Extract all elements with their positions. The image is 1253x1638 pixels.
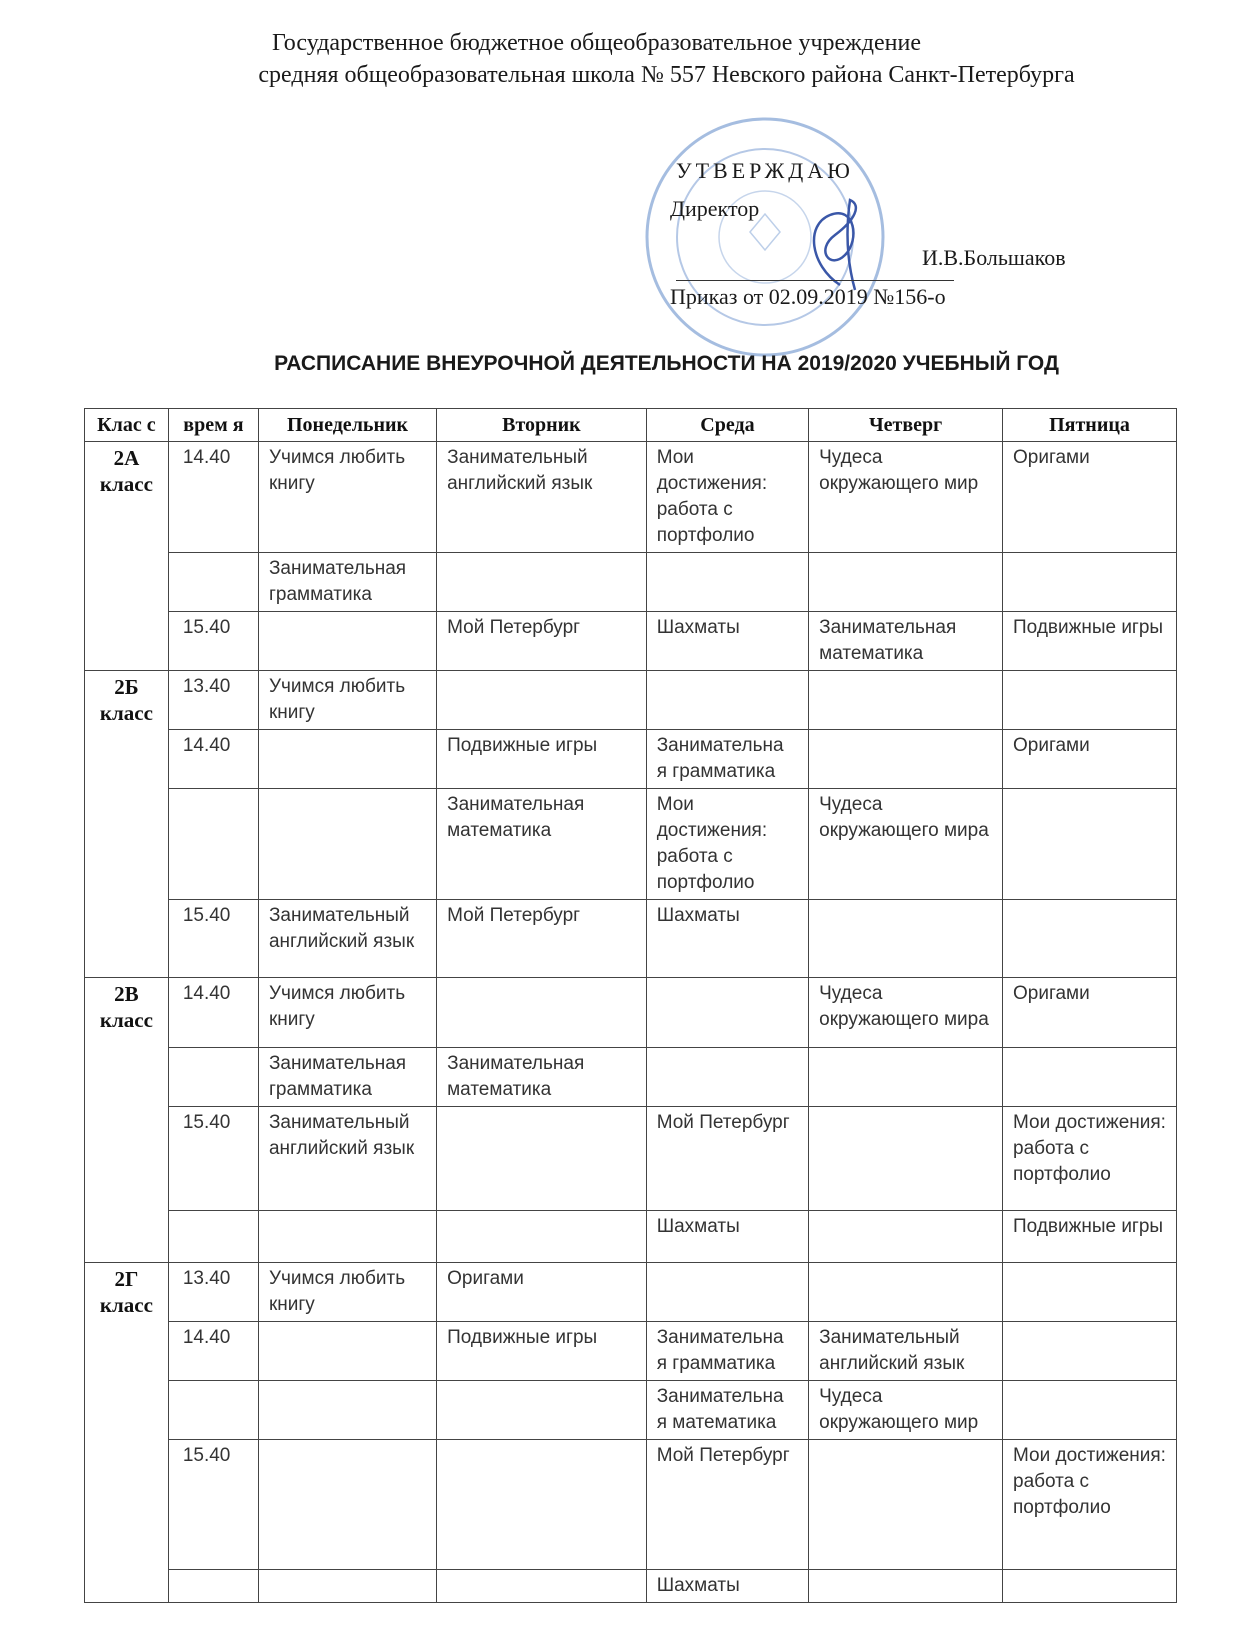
cell-wednesday: Мои достижения: работа с портфолио — [646, 442, 808, 553]
time-cell: 14.40 — [168, 1322, 258, 1381]
time-cell: 14.40 — [168, 978, 258, 1048]
cell-tuesday — [437, 1381, 647, 1440]
time-cell — [168, 553, 258, 612]
table-row — [85, 1440, 1177, 1570]
cell-wednesday: Мой Петербург — [646, 1107, 808, 1211]
cell-thursday — [809, 1048, 1003, 1107]
cell-thursday — [809, 671, 1003, 730]
cell-monday — [258, 612, 436, 671]
table-row — [85, 1322, 1177, 1381]
cell-monday — [258, 1381, 436, 1440]
cell-friday — [1003, 1381, 1177, 1440]
time-cell: 14.40 — [168, 730, 258, 789]
table-row — [85, 789, 1177, 900]
header-friday: Пятница — [1003, 409, 1177, 442]
header-tuesday: Вторник — [437, 409, 647, 442]
director-name: И.В.Большаков — [922, 245, 1066, 270]
cell-thursday: Чудеса окружающего мир — [809, 1381, 1003, 1440]
class-cell: 2Г класс — [85, 1263, 169, 1603]
cell-friday — [1003, 1263, 1177, 1322]
table-row — [85, 553, 1177, 612]
cell-friday: Мои достижения: работа с портфолио — [1003, 1107, 1177, 1211]
cell-tuesday — [437, 1440, 647, 1570]
cell-monday — [258, 789, 436, 900]
cell-thursday: Занимательная математика — [809, 612, 1003, 671]
time-cell — [168, 1381, 258, 1440]
cell-monday — [258, 1570, 436, 1603]
time-cell — [168, 789, 258, 900]
cell-thursday — [809, 1440, 1003, 1570]
cell-thursday: Чудеса окружающего мира — [809, 978, 1003, 1048]
cell-monday — [258, 730, 436, 789]
table-row — [85, 1570, 1177, 1603]
time-cell — [168, 1048, 258, 1107]
cell-thursday — [809, 553, 1003, 612]
table-row — [85, 1048, 1177, 1107]
cell-tuesday: Подвижные игры — [437, 730, 647, 789]
cell-thursday: Чудеса окружающего мир — [809, 442, 1003, 553]
cell-wednesday: Шахматы — [646, 1570, 808, 1603]
table-row — [85, 900, 1177, 978]
order-number: Приказ от 02.09.2019 №156-о — [670, 284, 946, 309]
header-wednesday: Среда — [646, 409, 808, 442]
header-time: врем я — [168, 409, 258, 442]
cell-tuesday — [437, 1211, 647, 1263]
table-row — [85, 730, 1177, 789]
table-row — [85, 612, 1177, 671]
cell-monday: Учимся любить книгу — [258, 1263, 436, 1322]
org-name-line1: Государственное бюджетное общеобразовательное учреждение — [272, 30, 921, 56]
cell-friday: Подвижные игры — [1003, 1211, 1177, 1263]
approve-label: УТВЕРЖДАЮ — [676, 158, 854, 183]
cell-thursday — [809, 1211, 1003, 1263]
director-title: Директор — [670, 196, 760, 221]
cell-wednesday: Мой Петербург — [646, 1440, 808, 1570]
cell-thursday — [809, 730, 1003, 789]
cell-monday — [258, 1211, 436, 1263]
cell-wednesday: Мои достижения: работа с портфолио — [646, 789, 808, 900]
cell-wednesday — [646, 671, 808, 730]
schedule-title: РАСПИСАНИЕ ВНЕУРОЧНОЙ ДЕЯТЕЛЬНОСТИ НА 2019/2020 УЧЕБНЫЙ ГОД — [274, 352, 1059, 375]
cell-tuesday: Занимательный английский язык — [437, 442, 647, 553]
cell-tuesday — [437, 1570, 647, 1603]
table-row — [85, 1263, 1177, 1322]
cell-friday — [1003, 1570, 1177, 1603]
class-cell: 2В класс — [85, 978, 169, 1263]
cell-thursday: Занимательный английский язык — [809, 1322, 1003, 1381]
cell-monday: Занимательный английский язык — [258, 1107, 436, 1211]
table-row — [85, 1107, 1177, 1211]
cell-friday — [1003, 900, 1177, 978]
cell-monday — [258, 1322, 436, 1381]
cell-tuesday: Оригами — [437, 1263, 647, 1322]
cell-monday: Занимательная грамматика — [258, 553, 436, 612]
cell-tuesday: Занимательная математика — [437, 789, 647, 900]
cell-thursday — [809, 1263, 1003, 1322]
time-cell: 13.40 — [168, 1263, 258, 1322]
table-row — [85, 671, 1177, 730]
cell-friday — [1003, 553, 1177, 612]
cell-tuesday: Мой Петербург — [437, 612, 647, 671]
cell-wednesday: Шахматы — [646, 612, 808, 671]
cell-wednesday — [646, 1048, 808, 1107]
cell-friday: Мои достижения: работа с портфолио — [1003, 1440, 1177, 1570]
cell-thursday — [809, 1107, 1003, 1211]
cell-wednesday: Шахматы — [646, 1211, 808, 1263]
time-cell — [168, 1570, 258, 1603]
time-cell: 15.40 — [168, 1107, 258, 1211]
cell-friday — [1003, 789, 1177, 900]
cell-wednesday — [646, 1263, 808, 1322]
cell-monday — [258, 1440, 436, 1570]
cell-wednesday: Занимательна я математика — [646, 1381, 808, 1440]
table-row — [85, 978, 1177, 1048]
header-class: Клас с — [85, 409, 169, 442]
cell-tuesday: Занимательная математика — [437, 1048, 647, 1107]
cell-tuesday — [437, 1107, 647, 1211]
header-row — [85, 409, 1177, 442]
cell-monday: Учимся любить книгу — [258, 671, 436, 730]
table-row — [85, 1211, 1177, 1263]
class-cell: 2А класс — [85, 442, 169, 671]
cell-thursday: Чудеса окружающего мира — [809, 789, 1003, 900]
cell-thursday — [809, 900, 1003, 978]
header-monday: Понедельник — [258, 409, 436, 442]
cell-monday: Учимся любить книгу — [258, 978, 436, 1048]
cell-friday: Оригами — [1003, 730, 1177, 789]
time-cell: 15.40 — [168, 900, 258, 978]
table-row — [85, 1381, 1177, 1440]
cell-wednesday: Занимательна я грамматика — [646, 1322, 808, 1381]
time-cell: 13.40 — [168, 671, 258, 730]
signature-line — [676, 280, 954, 281]
cell-monday: Занимательный английский язык — [258, 900, 436, 978]
cell-friday: Оригами — [1003, 978, 1177, 1048]
class-cell: 2Б класс — [85, 671, 169, 978]
cell-wednesday — [646, 978, 808, 1048]
cell-wednesday: Занимательна я грамматика — [646, 730, 808, 789]
cell-friday: Подвижные игры — [1003, 612, 1177, 671]
time-cell — [168, 1211, 258, 1263]
schedule-table — [84, 408, 1177, 1603]
header-thursday: Четверг — [809, 409, 1003, 442]
cell-friday — [1003, 671, 1177, 730]
cell-tuesday: Подвижные игры — [437, 1322, 647, 1381]
time-cell: 15.40 — [168, 612, 258, 671]
cell-friday — [1003, 1048, 1177, 1107]
cell-monday: Занимательная грамматика — [258, 1048, 436, 1107]
cell-wednesday: Шахматы — [646, 900, 808, 978]
table-row — [85, 442, 1177, 553]
cell-tuesday — [437, 671, 647, 730]
cell-monday: Учимся любить книгу — [258, 442, 436, 553]
cell-friday — [1003, 1322, 1177, 1381]
cell-tuesday — [437, 553, 647, 612]
time-cell: 15.40 — [168, 1440, 258, 1570]
cell-tuesday: Мой Петербург — [437, 900, 647, 978]
cell-tuesday — [437, 978, 647, 1048]
org-name-line2: средняя общеобразовательная школа № 557 Невского района Санкт-Петербурга — [258, 62, 1075, 88]
cell-friday: Оригами — [1003, 442, 1177, 553]
time-cell: 14.40 — [168, 442, 258, 553]
cell-thursday — [809, 1570, 1003, 1603]
cell-wednesday — [646, 553, 808, 612]
